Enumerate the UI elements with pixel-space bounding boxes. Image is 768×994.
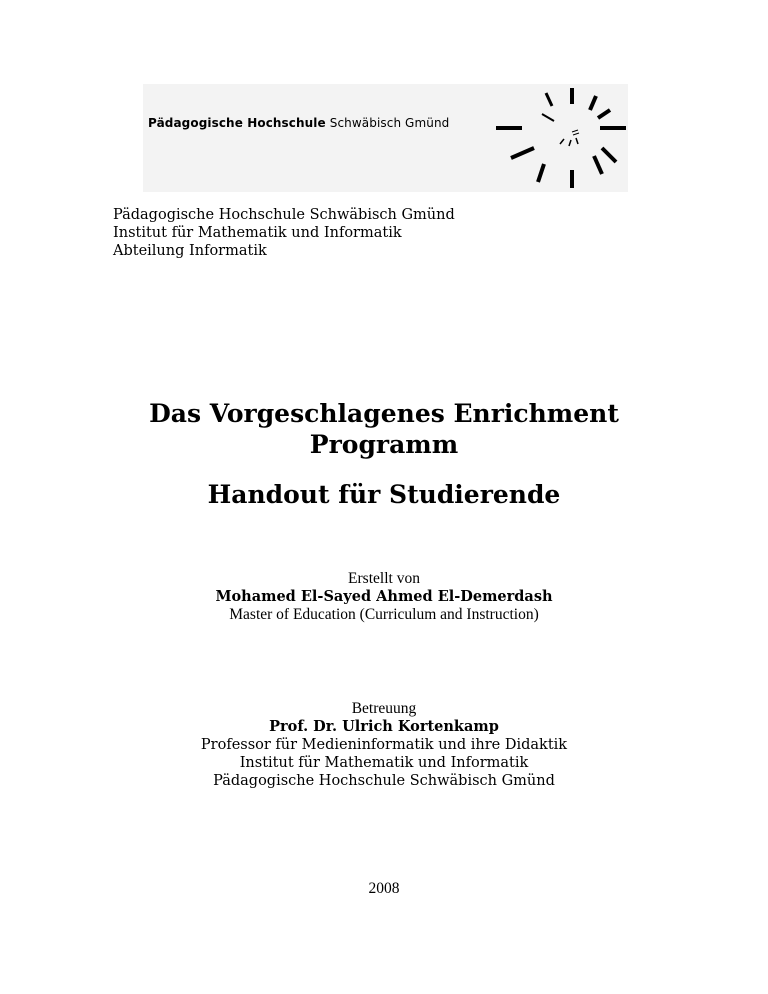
supervisor-name: Prof. Dr. Ulrich Kortenkamp — [269, 718, 499, 735]
logo-wordmark-bold: Pädagogische Hochschule — [148, 116, 326, 130]
department-name: Abteilung Informatik — [113, 243, 267, 259]
author-degree: Master of Education (Curriculum and Instruction) — [229, 606, 539, 623]
institution-address — [113, 206, 455, 260]
institute-name: Institut für Mathematik und Informatik — [113, 225, 402, 241]
document-title — [0, 398, 768, 460]
author-name: Mohamed El-Sayed Ahmed El-Demerdash — [215, 588, 553, 605]
publication-year: 2008 — [368, 880, 400, 897]
logo-wordmark-light: Schwäbisch Gmünd — [329, 116, 450, 130]
supervisor-position: Professor für Medieninformatik und ihre Didaktik — [200, 737, 568, 753]
supervisor-label: Betreuung — [351, 700, 417, 717]
logo-wordmark — [148, 116, 449, 130]
author-label: Erstellt von — [348, 570, 420, 587]
author-block — [0, 570, 768, 624]
title-line-2: Programm — [309, 430, 459, 459]
document-subtitle: Handout für Studierende — [207, 480, 561, 509]
title-line-1: Das Vorgeschlagenes Enrichment — [149, 399, 619, 428]
institution-name: Pädagogische Hochschule Schwäbisch Gmünd — [113, 207, 455, 223]
supervisor-block — [0, 700, 768, 790]
supervisor-university: Pädagogische Hochschule Schwäbisch Gmünd — [213, 773, 555, 789]
sunburst-logo-icon — [494, 84, 628, 192]
supervisor-institute: Institut für Mathematik und Informatik — [239, 755, 529, 771]
